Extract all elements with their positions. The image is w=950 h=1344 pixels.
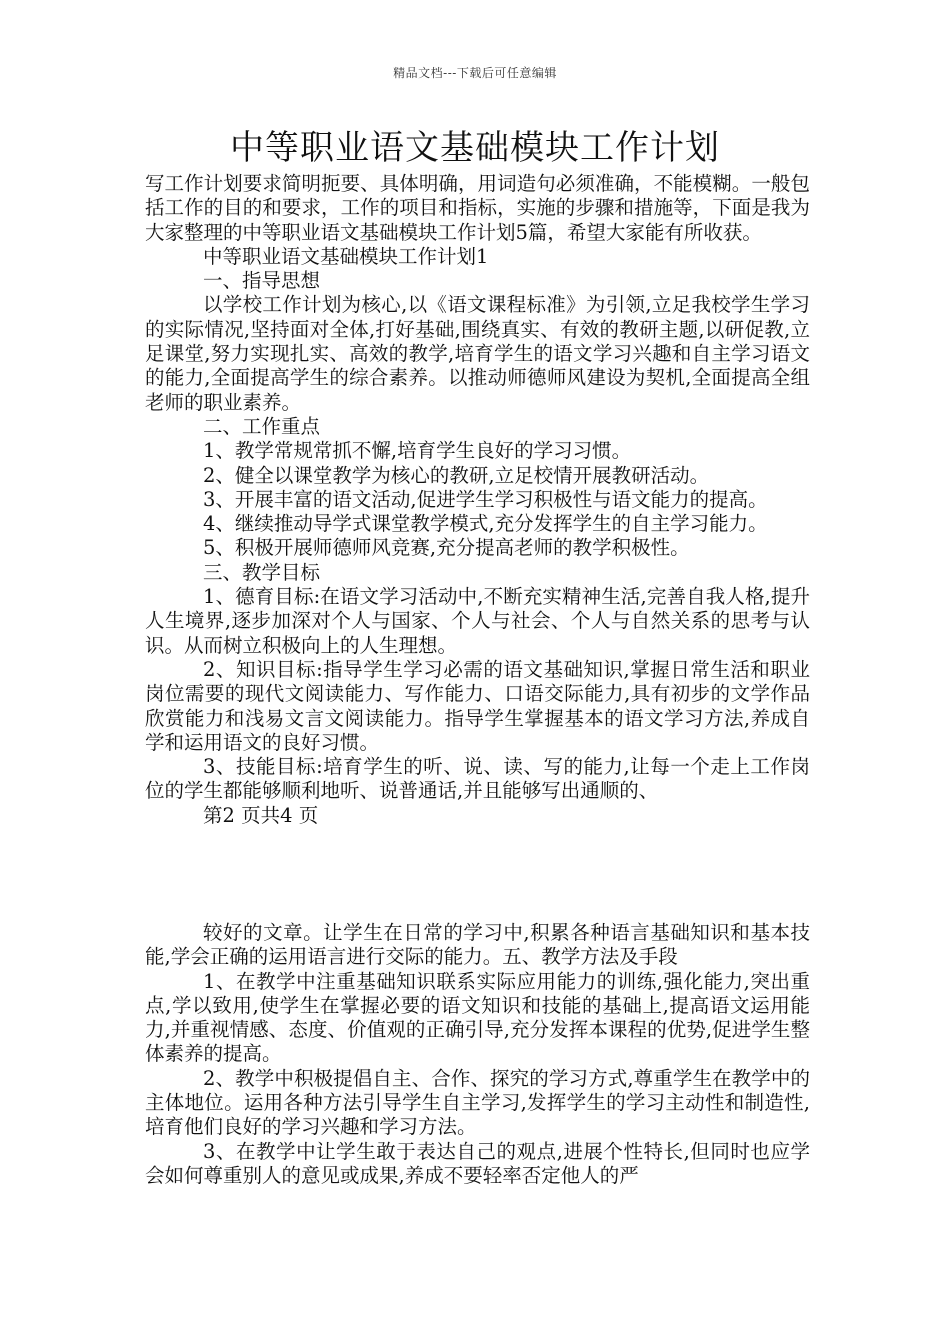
list-item: 3、开展丰富的语文活动,促进学生学习积极性与语文能力的提高。: [203, 487, 768, 511]
document-body: [145, 172, 810, 828]
section-heading: 二、工作重点: [203, 414, 321, 438]
body-paragraph: 以学校工作计划为核心,以《语文课程标准》为引领,立足我校学生学习的实际情况,坚持面对全体,打好基础,围绕真实、有效的教研主题,以研促教,立足课堂,努力实现扎实、高效的教学,培育学生的语文学习兴趣和自主学习语文的能力,全面提高学生的综合素养。以推动师德师风建设为契机,全面提高全组老师的职业素养。: [145, 293, 810, 414]
body-paragraph: 较好的文章。让学生在日常的学习中,积累各种语言基础知识和基本技能,学会正确的运用语言进行交际的能力。五、教学方法及手段: [145, 921, 810, 969]
page-number: 第2 页共4 页: [203, 803, 319, 827]
header-note: 精品文档---下载后可任意编辑: [393, 66, 557, 80]
section-heading: 中等职业语文基础模块工作计划1: [203, 244, 489, 268]
body-paragraph: 1、德育目标:在语文学习活动中,不断充实精神生活,完善自我人格,提升人生境界,逐步加深对个人与国家、个人与社会、个人与自然关系的思考与认识。从而树立积极向上的人生理想。: [145, 585, 810, 657]
intro-paragraph: 写工作计划要求简明扼要、具体明确，用词造句必须准确，不能模糊。一般包括工作的目的和要求，工作的项目和指标，实施的步骤和措施等，下面是我为大家整理的中等职业语文基础模块工作计划5篇，希望大家能有所收获。: [145, 172, 810, 244]
list-item: 4、继续推动导学式课堂教学模式,充分发挥学生的自主学习能力。: [203, 512, 768, 536]
body-paragraph: 3、在教学中让学生敢于表达自己的观点,进展个性特长,但同时也应学会如何尊重别人的意见或成果,养成不要轻率否定他人的严: [145, 1139, 810, 1187]
document-title: 中等职业语文基础模块工作计划: [230, 128, 720, 168]
list-item: 5、积极开展师德师风竞赛,充分提高老师的教学积极性。: [203, 536, 690, 560]
section-heading: 三、教学目标: [203, 560, 321, 584]
section-heading: 一、指导思想: [203, 269, 321, 293]
body-paragraph: 2、知识目标:指导学生学习必需的语文基础知识,掌握日常生活和职业岗位需要的现代文阅读能力、写作能力、口语交际能力,具有初步的文学作品欣赏能力和浅易文言文阅读能力。指导学生掌握基本的语文学习方法,养成自学和运用语文的良好习惯。: [145, 657, 810, 754]
document-body-continued: [145, 921, 810, 1188]
body-paragraph: 1、在教学中注重基础知识联系实际应用能力的训练,强化能力,突出重点,学以致用,使学生在掌握必要的语文知识和技能的基础上,提高语文运用能力,并重视情感、态度、价值观的正确引导,充分发挥本课程的优势,促进学生整体素养的提高。: [145, 969, 810, 1066]
list-item: 2、健全以课堂教学为核心的教研,立足校情开展教研活动。: [203, 463, 710, 487]
body-paragraph: 2、教学中积极提倡自主、合作、探究的学习方式,尊重学生在教学中的主体地位。运用各种方法引导学生自主学习,发挥学生的学习主动性和制造性,培育他们良好的学习兴趣和学习方法。: [145, 1066, 810, 1139]
list-item: 1、教学常规常抓不懈,培育学生良好的学习习惯。: [203, 439, 632, 463]
body-paragraph: 3、技能目标:培育学生的听、说、读、写的能力,让每一个走上工作岗位的学生都能够顺利地听、说普通话,并且能够写出通顺的、: [145, 755, 810, 803]
